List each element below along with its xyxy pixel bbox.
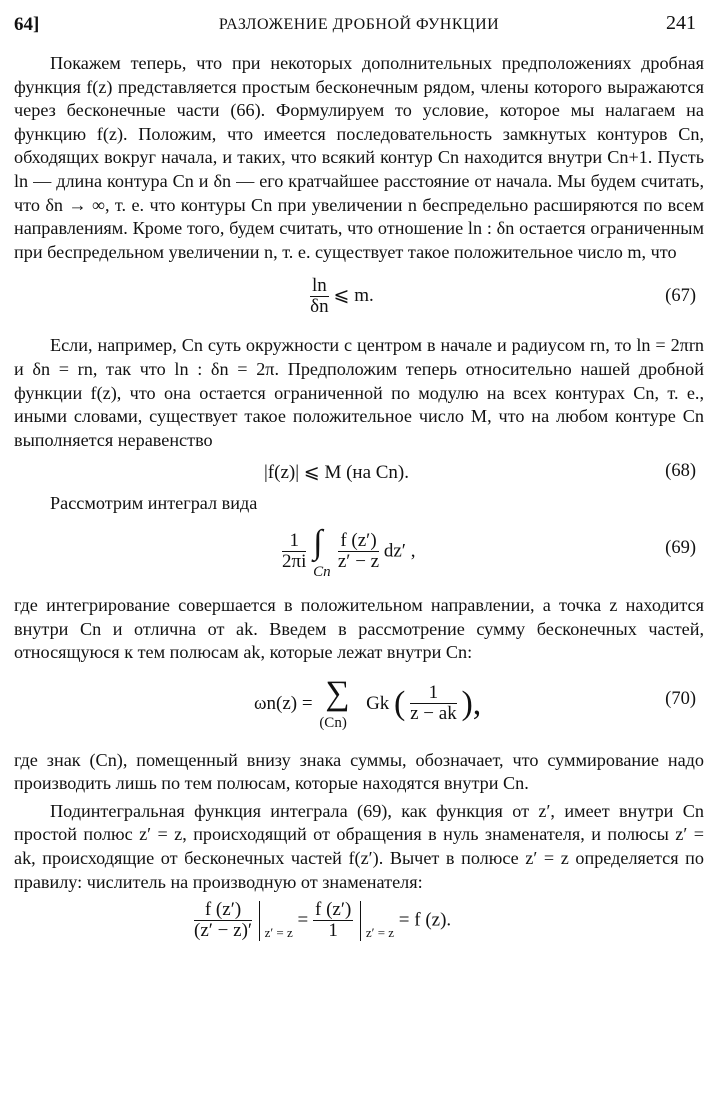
running-header xyxy=(14,10,704,46)
eq67-numerator: ln xyxy=(312,275,327,297)
paragraph-5: где знак (Cn), помещенный внизу знака суммы, обозначает, что суммирование надо производить лишь по тем полюсам, которые находятся внутри Cn. xyxy=(14,749,704,794)
eq70-gk: Gk xyxy=(366,692,390,714)
eq69-tail: dz′ , xyxy=(383,540,416,562)
running-title: РАЗЛОЖЕНИЕ ДРОБНОЙ ФУНКЦИИ xyxy=(218,16,500,33)
eq67-number: (67) xyxy=(665,286,696,307)
page-number: 241 xyxy=(666,12,696,34)
paragraph-3: Рассмотрим интеграл вида xyxy=(50,493,258,514)
eq70-lparen: ( xyxy=(394,684,406,722)
equation-67 xyxy=(14,264,704,334)
eq69-integrand-num: f (z′) xyxy=(338,531,379,552)
paragraph-2: Если, например, Cn суть окружности с центром в начале и радиусом rn, то ln = 2πrn и δn = rn, так что ln : δn = 2π. Предположим теперь относительно нашей дробной функции f(z), что она остается ограниченной по модулю на всех контурах Cn, т. е., иными словами, существует такое положительное число M, что на любом контуре Cn выполняется неравенство xyxy=(14,335,704,450)
evaluation-bar-1 xyxy=(259,901,260,941)
eq68-body: |f(z)| ⩽ M (на Cn). xyxy=(264,462,410,484)
eq68-number: (68) xyxy=(665,461,696,482)
equation-70 xyxy=(14,665,704,749)
eq70-inner-den: z − ak xyxy=(410,703,457,725)
eq70-inner-num: 1 xyxy=(410,683,457,704)
final-sub-1: z′ = z xyxy=(264,925,293,941)
paragraph-4: где интегрирование совершается в положительном направлении, а точка z находится внутри Cn и отлична от ak. Введем в рассмотрение сумму бесконечных частей, относящуюся к тем полюсам ak, которые лежат внутри Cn: xyxy=(14,594,704,663)
final-eq-sign: = xyxy=(297,909,309,931)
eq67-denominator: δn xyxy=(310,296,329,318)
eq70-rparen: ), xyxy=(461,684,482,722)
paragraph-1: Покажем теперь, что при некоторых дополнительных предположениях дробная функция f(z) представляется простым бесконечным рядом, члены которого выражаются через бесконечные части (66). Формулируем то условие, которое мы налагаем на функцию f(z). Положим, что имеется последовательность замкнутых контуров Cn, обходящих вокруг начала, и таких, что всякий контур Cn находится внутри Cn+1. Пусть ln — длина контура Cn и δn — его кратчайшее расстояние от начала. Мы будем считать, что δn → ∞, т. е. что контуры Cn при увеличении n беспредельно расширяются по всем направлениям. Кроме того, будем считать, что отношение ln : δn остается ограниченным при беспредельном увеличении n, т. е. существует такое положительное число m, что xyxy=(14,53,704,262)
eq70-under: (Cn) xyxy=(319,714,347,731)
equation-69 xyxy=(14,516,704,594)
integral-sign: ∫ xyxy=(313,523,323,561)
final-f2-den: 1 xyxy=(328,920,338,942)
eq70-inner-fraction xyxy=(410,683,457,724)
eq69-number: (69) xyxy=(665,537,696,558)
eq69-coefficient xyxy=(282,531,306,572)
eq69-integrand-den: z′ − z xyxy=(337,551,380,573)
final-f1-num: f (z′) xyxy=(194,900,252,921)
final-f1-den: (z′ − z)′ xyxy=(194,920,253,942)
eq67-rhs: ⩽ m. xyxy=(333,285,374,307)
final-rhs: = f (z). xyxy=(398,909,452,931)
eq69-integrand xyxy=(338,531,379,572)
eq70-number: (70) xyxy=(665,688,696,709)
eq70-lhs: ωn(z) = xyxy=(254,692,313,714)
final-fraction-2 xyxy=(313,900,353,941)
evaluation-bar-2 xyxy=(360,901,361,941)
final-f2-num: f (z′) xyxy=(315,899,352,921)
section-number: 64] xyxy=(14,14,40,35)
paragraph-6: Подинтегральная функция интеграла (69), как функция от z′, имеет внутри Cn простой полюс z′ = z, происходящий от обращения в нуль знаменателя, и полюсы z′ = ak, происходящие от бесконечных частей f(z′). Вычет в полюсе z′ = z определяется по правилу: числитель на производную от знаменателя: xyxy=(14,800,704,892)
final-sub-2: z′ = z xyxy=(365,925,395,941)
page xyxy=(14,10,704,954)
eq69-coef-num: 1 xyxy=(282,531,306,552)
equation-68 xyxy=(14,452,704,492)
final-fraction-1 xyxy=(194,900,252,941)
eq67-fraction xyxy=(310,276,329,317)
equation-final xyxy=(14,894,704,954)
summation-sign: ∑ xyxy=(325,674,350,712)
eq69-contour: Cn xyxy=(313,563,331,580)
eq69-coef-den: 2πi xyxy=(282,551,307,573)
